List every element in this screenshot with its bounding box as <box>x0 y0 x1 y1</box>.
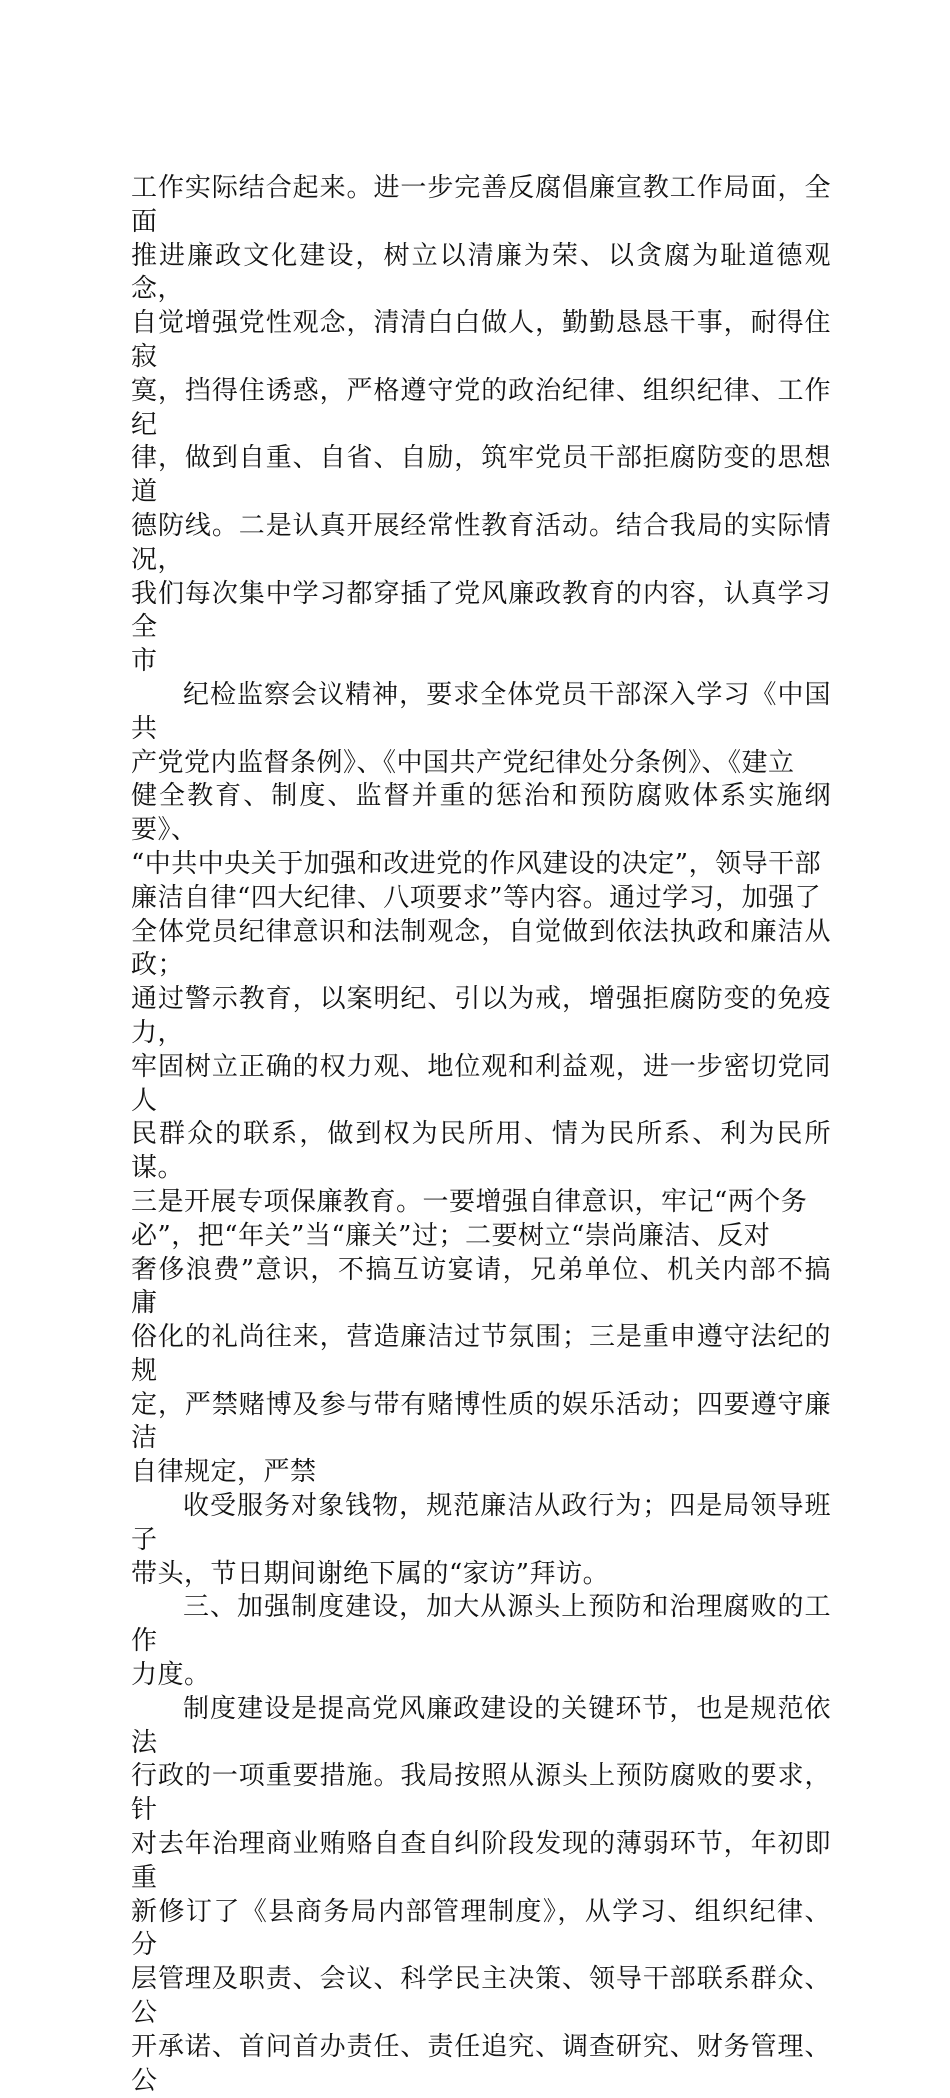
text-line: 开承诺、首问首办责任、责任追究、调查研究、财务管理、公 <box>131 2031 831 2096</box>
text-line: 市 <box>131 646 158 677</box>
text-line: 纪检监察会议精神，要求全体党员干部深入学习《中国共 <box>131 679 831 744</box>
text-line: 带头，节日期间谢绝下属的“家访”拜访。 <box>131 1558 610 1589</box>
text-line: 定，严禁赌博及参与带有赌博性质的娱乐活动；四要遵守廉洁 <box>131 1389 831 1454</box>
text-line: 三、加强制度建设，加大从源头上预防和治理腐败的工作 <box>131 1592 831 1657</box>
text-line: 廉洁自律“四大纪律、八项要求”等内容。通过学习，加强了 <box>131 882 822 913</box>
text-line: 力度。 <box>131 1660 211 1691</box>
text-line: 寞，挡得住诱惑，严格遵守党的政治纪律、组织纪律、工作纪 <box>131 375 831 440</box>
text-line: 律，做到自重、自省、自励，筑牢党员干部拒腐防变的思想道 <box>131 443 831 508</box>
text-line: 制度建设是提高党风廉政建设的关键环节，也是规范依法 <box>131 1693 831 1758</box>
text-line: 层管理及职责、会议、科学民主决策、领导干部联系群众、公 <box>131 1964 831 2029</box>
text-line: 自觉增强党性观念，清清白白做人，勤勤恳恳干事，耐得住寂 <box>131 308 831 372</box>
text-line: 我们每次集中学习都穿插了党风廉政教育的内容，认真学习全 <box>131 578 831 643</box>
text-line: 奢侈浪费”意识，不搞互访宴请，兄弟单位、机关内部不搞庸 <box>131 1254 831 1319</box>
document-body <box>131 172 831 2098</box>
text-line: 全体党员纪律意识和法制观念，自觉做到依法执政和廉洁从政； <box>131 916 831 981</box>
text-line: 行政的一项重要措施。我局按照从源头上预防腐败的要求，针 <box>131 1761 831 1826</box>
paragraph <box>131 679 831 1490</box>
text-line: 推进廉政文化建设，树立以清廉为荣、以贪腐为耻道德观念， <box>131 240 831 305</box>
text-line: 对去年治理商业贿赂自查自纠阶段发现的薄弱环节，年初即重 <box>131 1829 831 1893</box>
text-line: 牢固树立正确的权力观、地位观和利益观，进一步密切党同人 <box>131 1051 831 1116</box>
text-line: 自律规定，严禁 <box>131 1457 317 1488</box>
paragraph <box>131 172 831 679</box>
text-line: 收受服务对象钱物，规范廉洁从政行为；四是局领导班子 <box>131 1491 831 1555</box>
text-line: 民群众的联系，做到权为民所用、情为民所系、利为民所谋。 <box>131 1119 831 1184</box>
text-line: 三是开展专项保廉教育。一要增强自律意识，牢记“两个务 <box>131 1186 808 1217</box>
text-line: 俗化的礼尚往来，营造廉洁过节氛围；三是重申遵守法纪的规 <box>131 1322 831 1386</box>
text-line: 产党党内监督条例》、《中国共产党纪律处分条例》、《建立 <box>131 747 795 778</box>
paragraph <box>131 1490 831 1591</box>
text-line: 健全教育、制度、监督并重的惩治和预防腐败体系实施纲要》、 <box>131 781 831 846</box>
text-line: “中共中央关于加强和改进党的作风建设的决定”，领导干部 <box>131 848 822 879</box>
text-line: 德防线。二是认真开展经常性教育活动。结合我局的实际情况， <box>131 510 831 575</box>
text-line: 工作实际结合起来。进一步完善反腐倡廉宣教工作局面，全面 <box>131 173 831 237</box>
text-line: 必”，把“年关”当“廉关”过；二要树立“崇尚廉洁、反对 <box>131 1220 771 1251</box>
text-line: 新修订了《县商务局内部管理制度》，从学习、组织纪律、分 <box>131 1896 831 1961</box>
paragraph <box>131 1591 831 1692</box>
text-line: 通过警示教育，以案明纪、引以为戒，增强拒腐防变的免疫力， <box>131 984 831 1048</box>
paragraph <box>131 1693 831 2098</box>
